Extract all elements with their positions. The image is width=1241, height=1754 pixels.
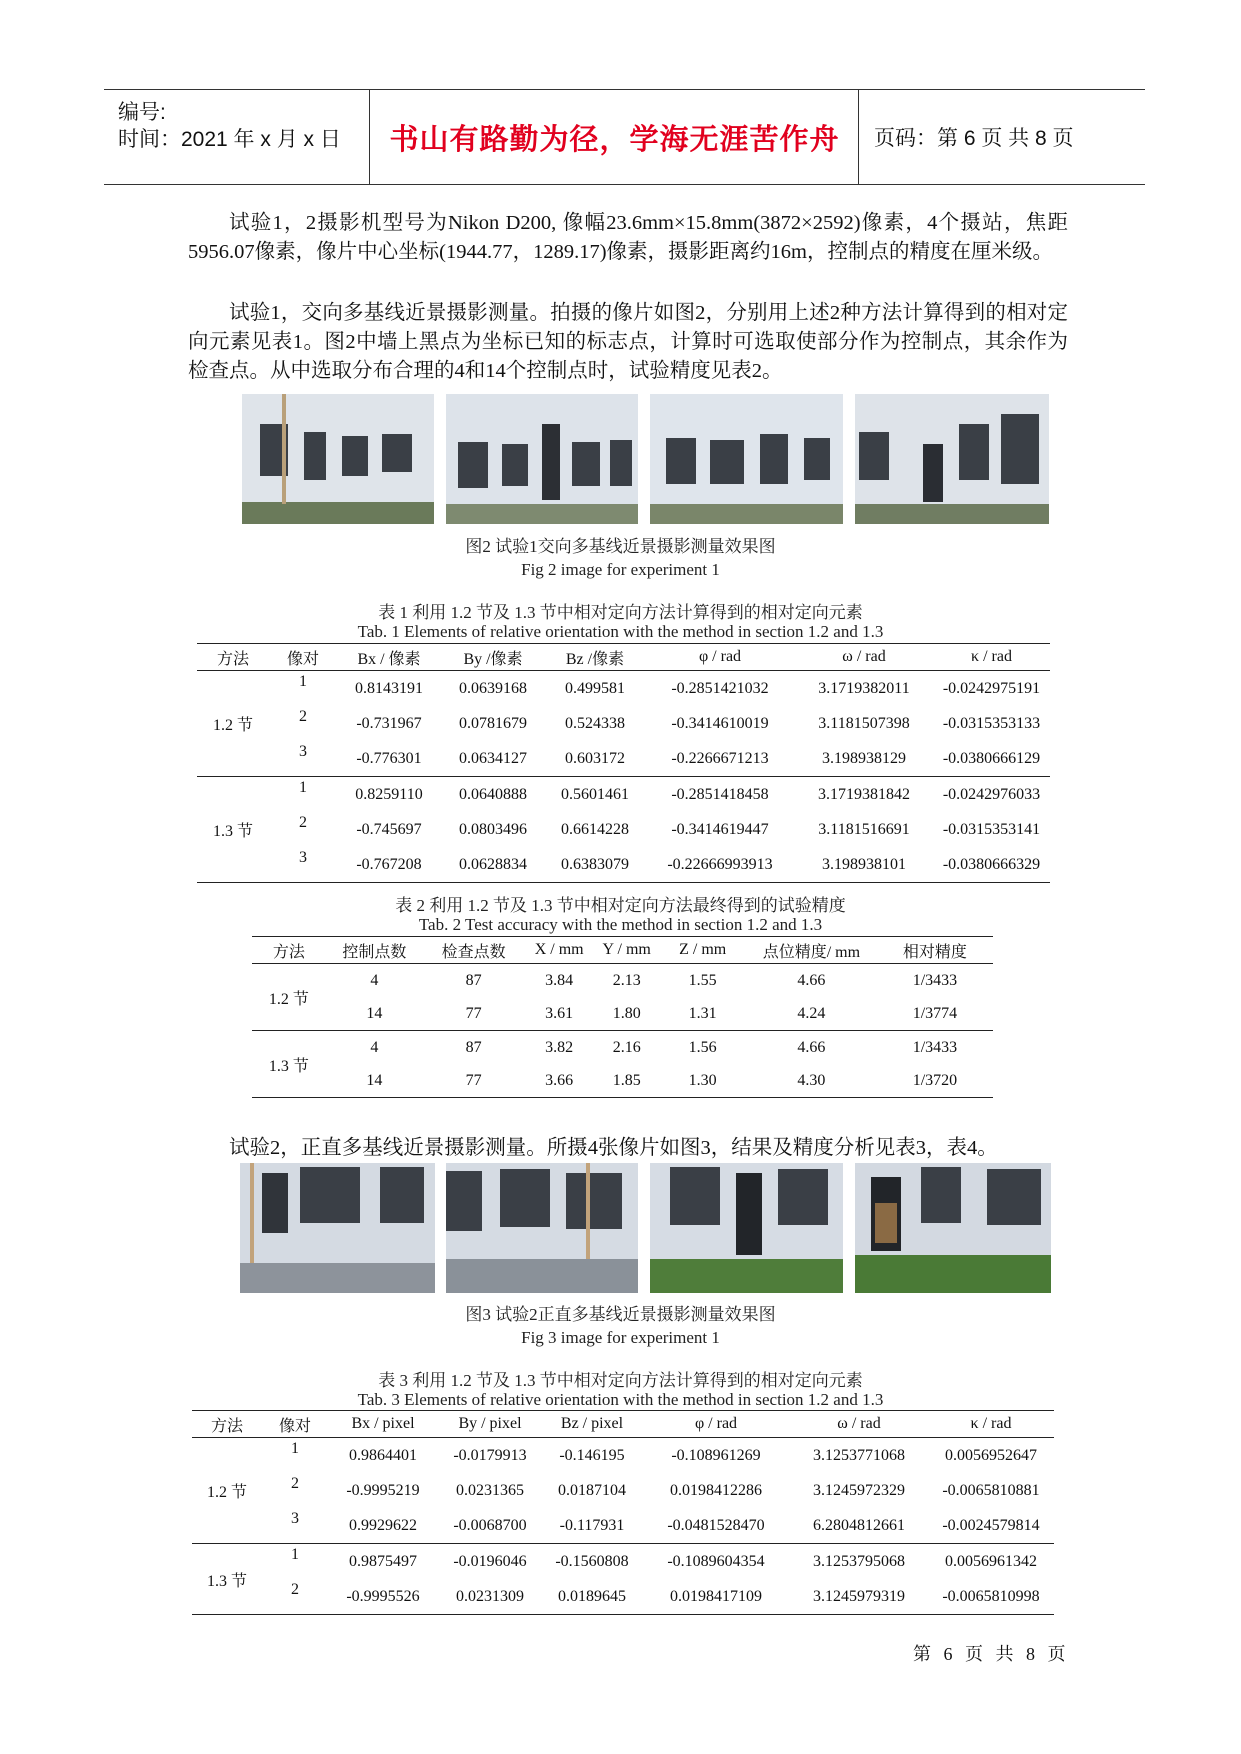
- table-header-cell: By / pixel: [438, 1411, 542, 1438]
- table-cell: 3.1719382011: [818, 679, 910, 697]
- figure2-photo-3: [650, 394, 843, 524]
- table-cell: 3.1245972329: [813, 1481, 905, 1499]
- figure3-caption-en: Fig 3 image for experiment 1: [521, 1328, 720, 1347]
- header-motto: 书山有路勤为径，学海无涯苦作舟: [371, 90, 859, 184]
- table-header-cell: 方法: [192, 1411, 262, 1438]
- table-cell: -0.9995526: [328, 1579, 438, 1615]
- table-cell: 0.524338: [565, 714, 625, 732]
- table-cell: 1/3433: [912, 1038, 958, 1056]
- table-cell: 1.55: [688, 971, 717, 989]
- table-cell: 3.84: [545, 971, 574, 989]
- header-page-label: 页码：第 6 页 共 8 页: [874, 127, 1074, 150]
- table-cell: 3.1719381842: [818, 785, 910, 803]
- table-cell: -0.1560808: [555, 1552, 629, 1570]
- table-cell: -0.0242975191: [942, 679, 1041, 697]
- method-cell: 1.3 节: [192, 1544, 262, 1615]
- table-cell: 0.5601461: [561, 785, 629, 803]
- table-header-cell: Bz /像素: [545, 644, 645, 671]
- table-header-cell: φ / rad: [642, 1411, 790, 1438]
- table-header-cell: Bx / pixel: [328, 1411, 438, 1438]
- table-cell: 3.1253771068: [813, 1446, 905, 1464]
- table-cell: 87: [465, 971, 482, 989]
- table-row: [252, 964, 993, 998]
- table-cell: -0.767208: [337, 847, 441, 883]
- table3: [192, 1410, 1054, 1615]
- table-cell: 0.0231365: [456, 1481, 524, 1499]
- table-cell: -0.2266671213: [645, 741, 795, 777]
- table-row: [197, 847, 1050, 883]
- table-cell: 0.0056952647: [945, 1446, 1037, 1464]
- table-row: [197, 706, 1050, 741]
- table-cell: 0.0189645: [542, 1579, 642, 1615]
- figure2-caption-cn: 图2 试验1交向多基线近景摄影测量效果图: [465, 537, 776, 556]
- table-cell: 0.8143191: [355, 679, 423, 697]
- table1: [197, 643, 1050, 883]
- table-cell: 3.1181507398: [818, 714, 910, 732]
- table-cell: -0.0065810881: [942, 1481, 1040, 1499]
- table-row: [252, 1064, 993, 1098]
- page-header: [104, 89, 1145, 185]
- table-cell: 1: [291, 1440, 299, 1457]
- method-cell: 1.2 节: [252, 964, 326, 1031]
- method-cell: 1.2 节: [197, 671, 269, 777]
- table-cell: 6.2804812661: [790, 1508, 928, 1544]
- table-cell: 77: [423, 1064, 524, 1098]
- table-cell: -0.22666993913: [645, 847, 795, 883]
- header-left-cell: [104, 90, 370, 184]
- table-header-cell: 像对: [262, 1411, 328, 1438]
- table-cell: 0.9929622: [328, 1508, 438, 1544]
- table-cell: -0.117931: [542, 1508, 642, 1544]
- table-row: [197, 777, 1050, 813]
- table2-title-cn: 表 2 利用 1.2 节及 1.3 节中相对定向方法最终得到的试验精度: [395, 896, 846, 915]
- table-cell: -0.745697: [356, 820, 422, 838]
- table-cell: 4: [370, 1038, 379, 1056]
- method-cell: 1.2 节: [192, 1438, 262, 1544]
- table-cell: 1/3774: [877, 997, 993, 1031]
- table-cell: 1: [299, 673, 307, 690]
- table-row: [192, 1438, 1054, 1474]
- figure3-caption-cn: 图3 试验2正直多基线近景摄影测量效果图: [465, 1305, 776, 1324]
- number-label: 编号:: [118, 101, 166, 124]
- table-cell: -0.3414610019: [671, 714, 769, 732]
- table-cell: 0.0803496: [459, 820, 527, 838]
- table1-title-cn: 表 1 利用 1.2 节及 1.3 节中相对定向方法计算得到的相对定向元素: [378, 603, 863, 622]
- table-cell: 2: [262, 1579, 328, 1615]
- table-cell: 1.56: [688, 1038, 717, 1056]
- table-header-cell: κ / rad: [933, 644, 1050, 671]
- table-row: [252, 1031, 993, 1065]
- time-label: 时间：2021 年 x 月 x 日: [118, 128, 341, 151]
- table3-title-cn: 表 3 利用 1.2 节及 1.3 节中相对定向方法计算得到的相对定向元素: [378, 1371, 863, 1390]
- table-cell: 3.1181516691: [818, 820, 910, 838]
- table-cell: -0.0315353141: [942, 820, 1041, 838]
- figure2-photo-4: [855, 394, 1049, 524]
- table-cell: -0.0380666129: [933, 741, 1050, 777]
- table-header-cell: Bz / pixel: [542, 1411, 642, 1438]
- table-cell: -0.1089604354: [667, 1552, 765, 1570]
- table-row: [197, 741, 1050, 777]
- table-cell: 0.8259110: [355, 785, 423, 803]
- table-cell: -0.0315353133: [942, 714, 1041, 732]
- table-header-cell: 方法: [252, 937, 326, 964]
- table1-title-en: Tab. 1 Elements of relative orientation with the method in section 1.2 and 1.3: [357, 622, 884, 641]
- table-cell: -0.108961269: [671, 1446, 761, 1464]
- table-cell: 4.24: [746, 997, 877, 1031]
- table-cell: 2.13: [612, 971, 641, 989]
- table-cell: 1.31: [659, 997, 746, 1031]
- table-cell: 0.0198417109: [642, 1579, 790, 1615]
- table-cell: -0.0380666329: [933, 847, 1050, 883]
- table-header-cell: 控制点数: [326, 937, 423, 964]
- table-cell: -0.0068700: [438, 1508, 542, 1544]
- table-cell: 0.6614228: [561, 820, 629, 838]
- table-header-cell: κ / rad: [928, 1411, 1054, 1438]
- figure3-photo-4: [855, 1163, 1051, 1293]
- table-header-cell: Z / mm: [659, 937, 746, 964]
- table-cell: 0.0198412286: [670, 1481, 762, 1499]
- table-header-cell: By /像素: [441, 644, 545, 671]
- table-cell: 1.30: [659, 1064, 746, 1098]
- table-cell: 3.66: [524, 1064, 594, 1098]
- table-cell: 14: [326, 1064, 423, 1098]
- table-cell: 87: [465, 1038, 482, 1056]
- table-cell: 3.1245979319: [790, 1579, 928, 1615]
- table-cell: 1: [299, 779, 307, 796]
- table-cell: 0.0231309: [438, 1579, 542, 1615]
- table-cell: 0.0056961342: [945, 1552, 1037, 1570]
- table-cell: -0.0024579814: [928, 1508, 1054, 1544]
- method-cell: 1.3 节: [252, 1031, 326, 1098]
- table-row: [192, 1544, 1054, 1580]
- table-row: [192, 1508, 1054, 1544]
- table-cell: 0.0634127: [441, 741, 545, 777]
- table-cell: 1.80: [594, 997, 659, 1031]
- table-cell: 0.6383079: [545, 847, 645, 883]
- figure2-photo-1: [242, 394, 434, 524]
- table-cell: 1/3433: [912, 971, 958, 989]
- table-cell: -0.0179913: [453, 1446, 527, 1464]
- table-cell: 0.0640888: [459, 785, 527, 803]
- table-header-cell: ω / rad: [795, 644, 933, 671]
- table-cell: -0.0242976033: [942, 785, 1041, 803]
- figure3-photo-3: [650, 1163, 843, 1293]
- table-cell: 3.82: [545, 1038, 574, 1056]
- table-row: [197, 812, 1050, 847]
- table-cell: 2: [299, 814, 307, 831]
- table-cell: 0.9864401: [349, 1446, 417, 1464]
- table-header-cell: 方法: [197, 644, 269, 671]
- table-cell: -0.3414619447: [671, 820, 769, 838]
- figure3-photo-2: [446, 1163, 638, 1293]
- table-cell: 14: [326, 997, 423, 1031]
- table-cell: -0.731967: [356, 714, 422, 732]
- table-cell: 4: [370, 971, 379, 989]
- table-cell: 77: [423, 997, 524, 1031]
- table-header-cell: ω / rad: [790, 1411, 928, 1438]
- table-cell: 0.0628834: [441, 847, 545, 883]
- table-header-cell: φ / rad: [645, 644, 795, 671]
- table-header-cell: 相对精度: [877, 937, 993, 964]
- table-header-cell: 像对: [269, 644, 337, 671]
- table-row: [192, 1579, 1054, 1615]
- table-cell: 2: [291, 1475, 299, 1492]
- table2: [252, 936, 993, 1098]
- table-cell: 3.61: [524, 997, 594, 1031]
- table-cell: 0.499581: [565, 679, 625, 697]
- table-header-cell: X / mm: [524, 937, 594, 964]
- table-cell: 3.198938101: [795, 847, 933, 883]
- paragraph-2: 试验1，交向多基线近景摄影测量。拍摄的像片如图2，分别用上述2种方法计算得到的相对定向元素见表1。图2中墙上黑点为坐标已知的标志点，计算时可选取使部分作为控制点，其余作为检查点。从中选取分布合理的4和14个控制点时，试验精度见表2。: [188, 302, 1068, 382]
- table-cell: 3.198938129: [795, 741, 933, 777]
- figure3-photo-1: [240, 1163, 435, 1293]
- table-row: [192, 1473, 1054, 1508]
- table-cell: 1/3720: [877, 1064, 993, 1098]
- table-cell: -0.2851418458: [671, 785, 769, 803]
- table-cell: 1.85: [594, 1064, 659, 1098]
- table-row: [252, 997, 993, 1031]
- table-cell: -0.2851421032: [671, 679, 769, 697]
- table-cell: -0.0196046: [453, 1552, 527, 1570]
- table-row: [197, 671, 1050, 707]
- table-cell: 0.0781679: [459, 714, 527, 732]
- table-cell: 4.66: [797, 971, 826, 989]
- table-cell: 0.0639168: [459, 679, 527, 697]
- table-cell: 4.30: [746, 1064, 877, 1098]
- table-header-cell: 点位精度/ mm: [746, 937, 877, 964]
- table-cell: 3.1253795068: [813, 1552, 905, 1570]
- table-header-cell: Y / mm: [594, 937, 659, 964]
- table-cell: 0.603172: [545, 741, 645, 777]
- table-cell: -0.0481528470: [642, 1508, 790, 1544]
- figure2-caption-en: Fig 2 image for experiment 1: [521, 560, 720, 579]
- table-header-cell: 检查点数: [423, 937, 524, 964]
- page-footer: 第 6 页 共 8 页: [913, 1644, 1070, 1664]
- table-cell: 3: [269, 741, 337, 777]
- paragraph-3: 试验2，正直多基线近景摄影测量。所摄4张像片如图3，结果及精度分析见表3，表4。: [229, 1137, 998, 1159]
- table-header-cell: Bx / 像素: [337, 644, 441, 671]
- table-cell: 1: [291, 1546, 299, 1563]
- table-cell: -0.9995219: [346, 1481, 420, 1499]
- table-cell: -0.776301: [337, 741, 441, 777]
- table-cell: 0.0187104: [558, 1481, 626, 1499]
- table-cell: 3: [269, 847, 337, 883]
- method-cell: 1.3 节: [197, 777, 269, 883]
- table-cell: 4.66: [797, 1038, 826, 1056]
- paragraph-1: 试验1，2摄影机型号为Nikon D200, 像幅23.6mm×15.8mm(3872×2592)像素，4个摄站，焦距5956.07像素，像片中心坐标(1944.77，1289.17)像素，摄影距离约16m，控制点的精度在厘米级。: [188, 212, 1068, 263]
- table2-title-en: Tab. 2 Test accuracy with the method in section 1.2 and 1.3: [418, 915, 823, 934]
- table-cell: 0.9875497: [349, 1552, 417, 1570]
- table-cell: 2: [299, 708, 307, 725]
- table-cell: 3: [262, 1508, 328, 1544]
- table-cell: -0.0065810998: [928, 1579, 1054, 1615]
- table-cell: 2.16: [612, 1038, 641, 1056]
- figure2-photo-2: [446, 394, 638, 524]
- table3-title-en: Tab. 3 Elements of relative orientation with the method in section 1.2 and 1.3: [357, 1390, 884, 1409]
- table-cell: -0.146195: [559, 1446, 625, 1464]
